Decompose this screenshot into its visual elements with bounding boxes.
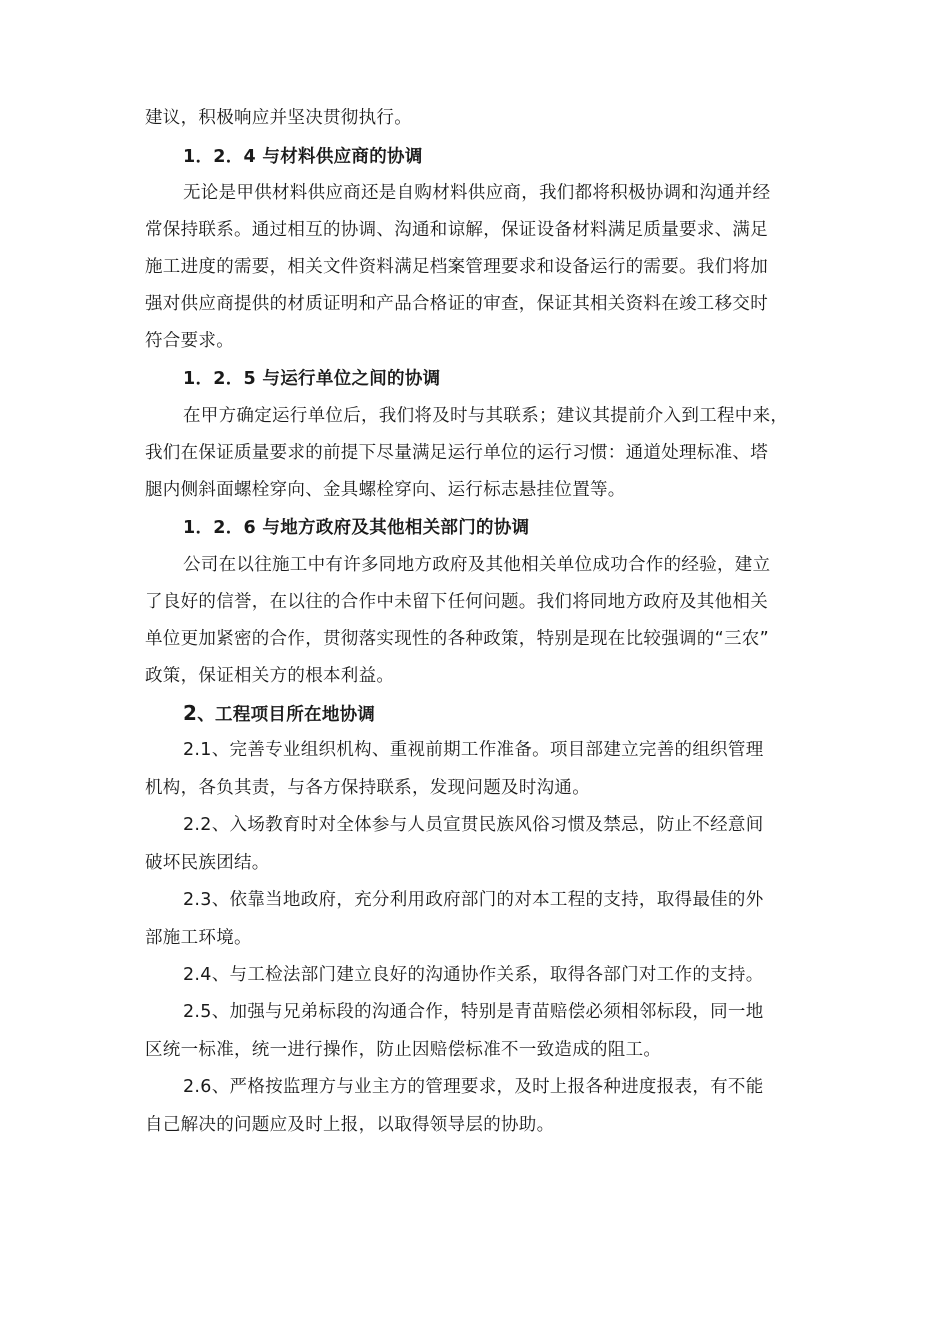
paragraph-line: 政策，保证相关方的根本利益。	[145, 666, 395, 686]
paragraph-line: 腿内侧斜面螺栓穿向、金具螺栓穿向、运行标志悬挂位置等。	[145, 480, 626, 500]
paragraph-line: 我们在保证质量要求的前提下尽量满足运行单位的运行习惯：通道处理标准、塔	[145, 443, 768, 463]
paragraph-line: 了良好的信誉，在以往的合作中未留下任何问题。我们将同地方政府及其他相关	[145, 592, 768, 612]
section-heading-1-2-4: 1．2．4 与材料供应商的协调	[183, 147, 423, 167]
paragraph-line: 强对供应商提供的材质证明和产品合格证的审查，保证其相关资料在竣工移交时	[145, 294, 768, 314]
paragraph-line: 机构，各负其责，与各方保持联系，发现问题及时沟通。	[145, 778, 590, 798]
paragraph-line: 2.3、依靠当地政府，充分利用政府部门的对本工程的支持，取得最佳的外	[183, 890, 764, 910]
paragraph-line: 单位更加紧密的合作，贯彻落实现性的各种政策，特别是现在比较强调的“三农”	[145, 629, 769, 649]
section-heading-2	[183, 701, 853, 727]
heading-number: 2	[183, 701, 198, 725]
section-heading-1-2-6: 1．2．6 与地方政府及其他相关部门的协调	[183, 518, 530, 538]
paragraph-line: 无论是甲供材料供应商还是自购材料供应商，我们都将积极协调和沟通并经	[183, 183, 771, 203]
paragraph-line: 自己解决的问题应及时上报，以取得领导层的协助。	[145, 1115, 555, 1135]
paragraph-line: 2.1、完善专业组织机构、重视前期工作准备。项目部建立完善的组织管理	[183, 740, 764, 760]
paragraph-line: 常保持联系。通过相互的协调、沟通和谅解，保证设备材料满足质量要求、满足	[145, 220, 768, 240]
paragraph-line: 2.6、严格按监理方与业主方的管理要求，及时上报各种进度报表，有不能	[183, 1077, 764, 1097]
paragraph-line: 建议，积极响应并坚决贯彻执行。	[145, 108, 412, 128]
heading-text: 、工程项目所在地协调	[197, 705, 376, 725]
paragraph-line: 在甲方确定运行单位后，我们将及时与其联系；建议其提前介入到工程中来，	[183, 406, 789, 426]
paragraph-line: 公司在以往施工中有许多同地方政府及其他相关单位成功合作的经验，建立	[183, 555, 771, 575]
paragraph-line: 2.2、入场教育时对全体参与人员宣贯民族风俗习惯及禁忌，防止不经意间	[183, 815, 764, 835]
paragraph-line: 部施工环境。	[145, 928, 252, 948]
paragraph-line: 区统一标准，统一进行操作，防止因赔偿标准不一致造成的阻工。	[145, 1040, 662, 1060]
paragraph-line: 2.5、加强与兄弟标段的沟通合作，特别是青苗赔偿必须相邻标段，同一地	[183, 1002, 764, 1022]
section-heading-1-2-5: 1．2．5 与运行单位之间的协调	[183, 369, 441, 389]
paragraph-line: 破坏民族团结。	[145, 853, 270, 873]
paragraph-line: 2.4、与工检法部门建立良好的沟通协作关系，取得各部门对工作的支持。	[183, 965, 764, 985]
paragraph-line: 符合要求。	[145, 331, 234, 351]
paragraph-line: 施工进度的需要，相关文件资料满足档案管理要求和设备运行的需要。我们将加	[145, 257, 768, 277]
